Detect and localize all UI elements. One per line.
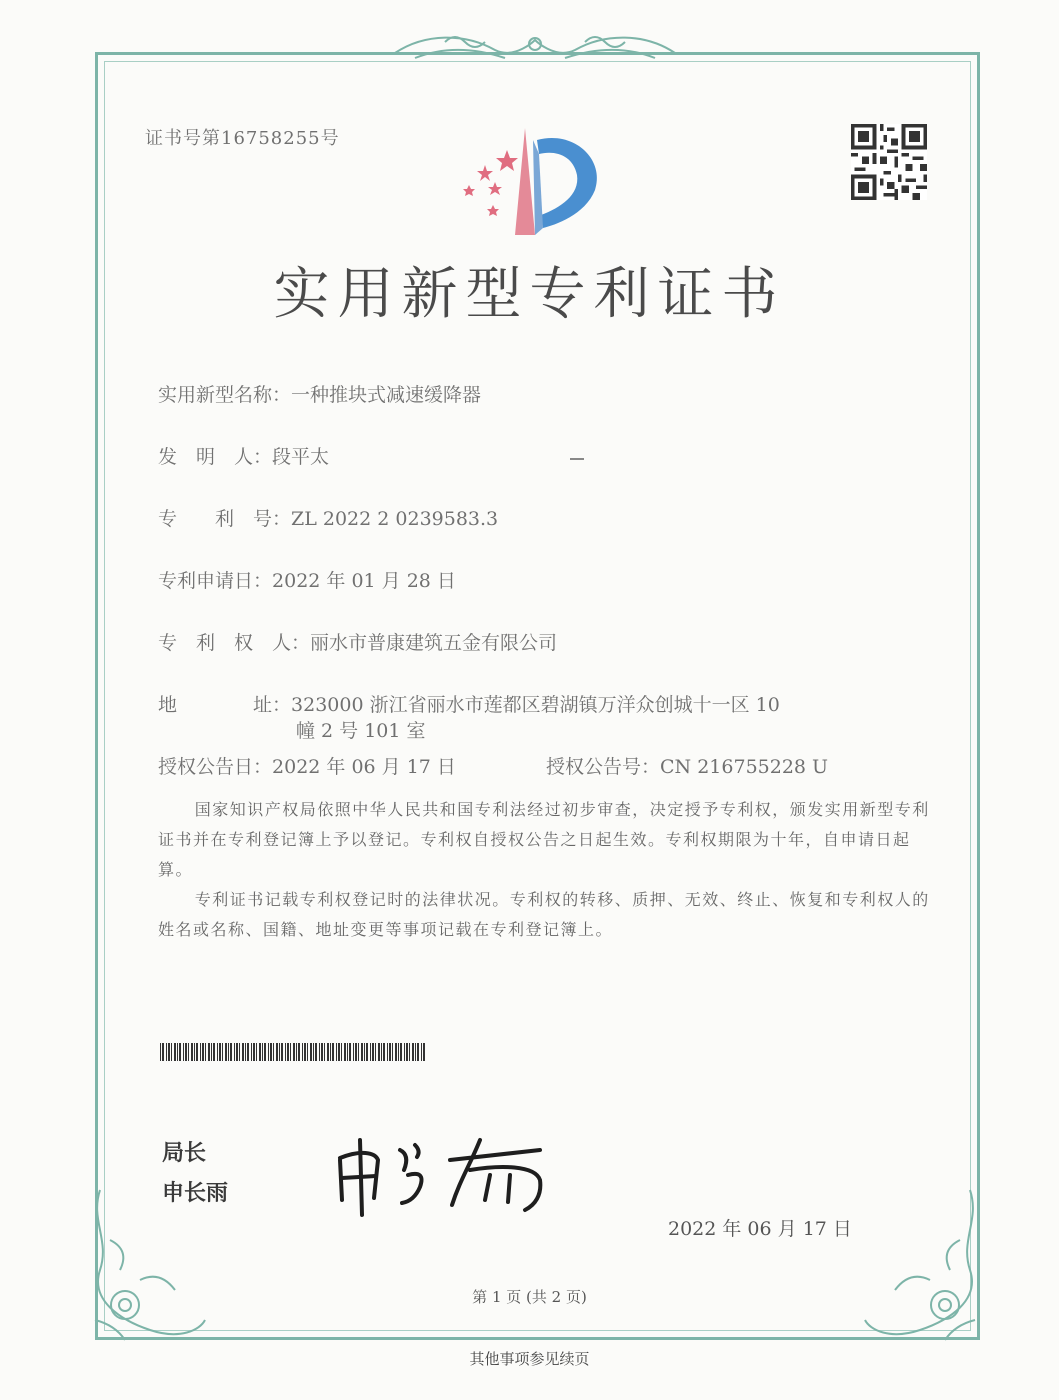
field-value: 一种推块式减速缓降器	[291, 384, 482, 406]
handwritten-signature	[330, 1120, 560, 1220]
field-label: 授权公告号：	[546, 756, 661, 778]
field-label: 发 明 人：	[158, 446, 273, 468]
legal-paragraph-2: 专利证书记载专利权登记时的法律状况。专利权的转移、质押、无效、终止、恢复和专利权人的姓名或名称、国籍、地址变更等事项记载在专利登记簿上。	[158, 890, 930, 939]
director-name: 申长雨	[162, 1181, 229, 1206]
field-label: 实用新型名称：	[158, 384, 292, 406]
field-value: 丽水市普康建筑五金有限公司	[310, 632, 558, 654]
director-title: 局长	[162, 1141, 207, 1166]
field-label: 地 址：	[158, 694, 292, 716]
field-value: 323000 浙江省丽水市莲都区碧湖镇万洋众创城十一区 10	[291, 694, 780, 716]
field-label: 授权公告日：	[158, 756, 273, 778]
certificate-number: 证书号第16758255号	[145, 128, 340, 149]
field-value: 段平太	[272, 446, 330, 468]
bottom-right-ornament	[860, 1180, 990, 1350]
field-value: ZL 2022 2 0239583.3	[291, 508, 499, 530]
cnipa-emblem-icon	[455, 120, 610, 240]
field-value: 2022 年 06 月 17 日	[272, 756, 456, 778]
address-row	[158, 690, 780, 717]
field-label: 专 利 权 人：	[158, 632, 311, 654]
field-value: 2022 年 01 月 28 日	[272, 570, 456, 592]
announcement-number-row	[546, 752, 828, 779]
field-value: CN 216755228 U	[660, 756, 829, 778]
barcode	[160, 1043, 428, 1061]
legal-paragraph-1: 国家知识产权局依照中华人民共和国专利法经过初步审查，决定授予专利权，颁发实用新型专利证书并在专利登记簿上予以登记。专利权自授权公告之日起生效。专利权期限为十年，自申请日起算。	[158, 800, 930, 879]
field-label: 专 利 号：	[158, 508, 292, 530]
certificate-title: 实用新型专利证书	[273, 262, 786, 327]
page-number: 第 1 页 (共 2 页)	[472, 1288, 587, 1306]
field-label: 专利申请日：	[158, 570, 273, 592]
patent-number-row	[158, 504, 498, 531]
qr-code	[850, 124, 928, 200]
mark	[570, 458, 584, 460]
utility-model-name-row	[158, 380, 481, 407]
patentee-row	[158, 628, 557, 655]
application-date-row	[158, 566, 456, 593]
address-line-2: 幢 2 号 101 室	[296, 720, 426, 742]
grant-date-row	[158, 752, 456, 779]
top-ornament	[385, 28, 685, 68]
footer-note: 其他事项参见续页	[469, 1350, 590, 1368]
inventor-row	[158, 442, 329, 469]
signature-date: 2022 年 06 月 17 日	[668, 1218, 852, 1240]
